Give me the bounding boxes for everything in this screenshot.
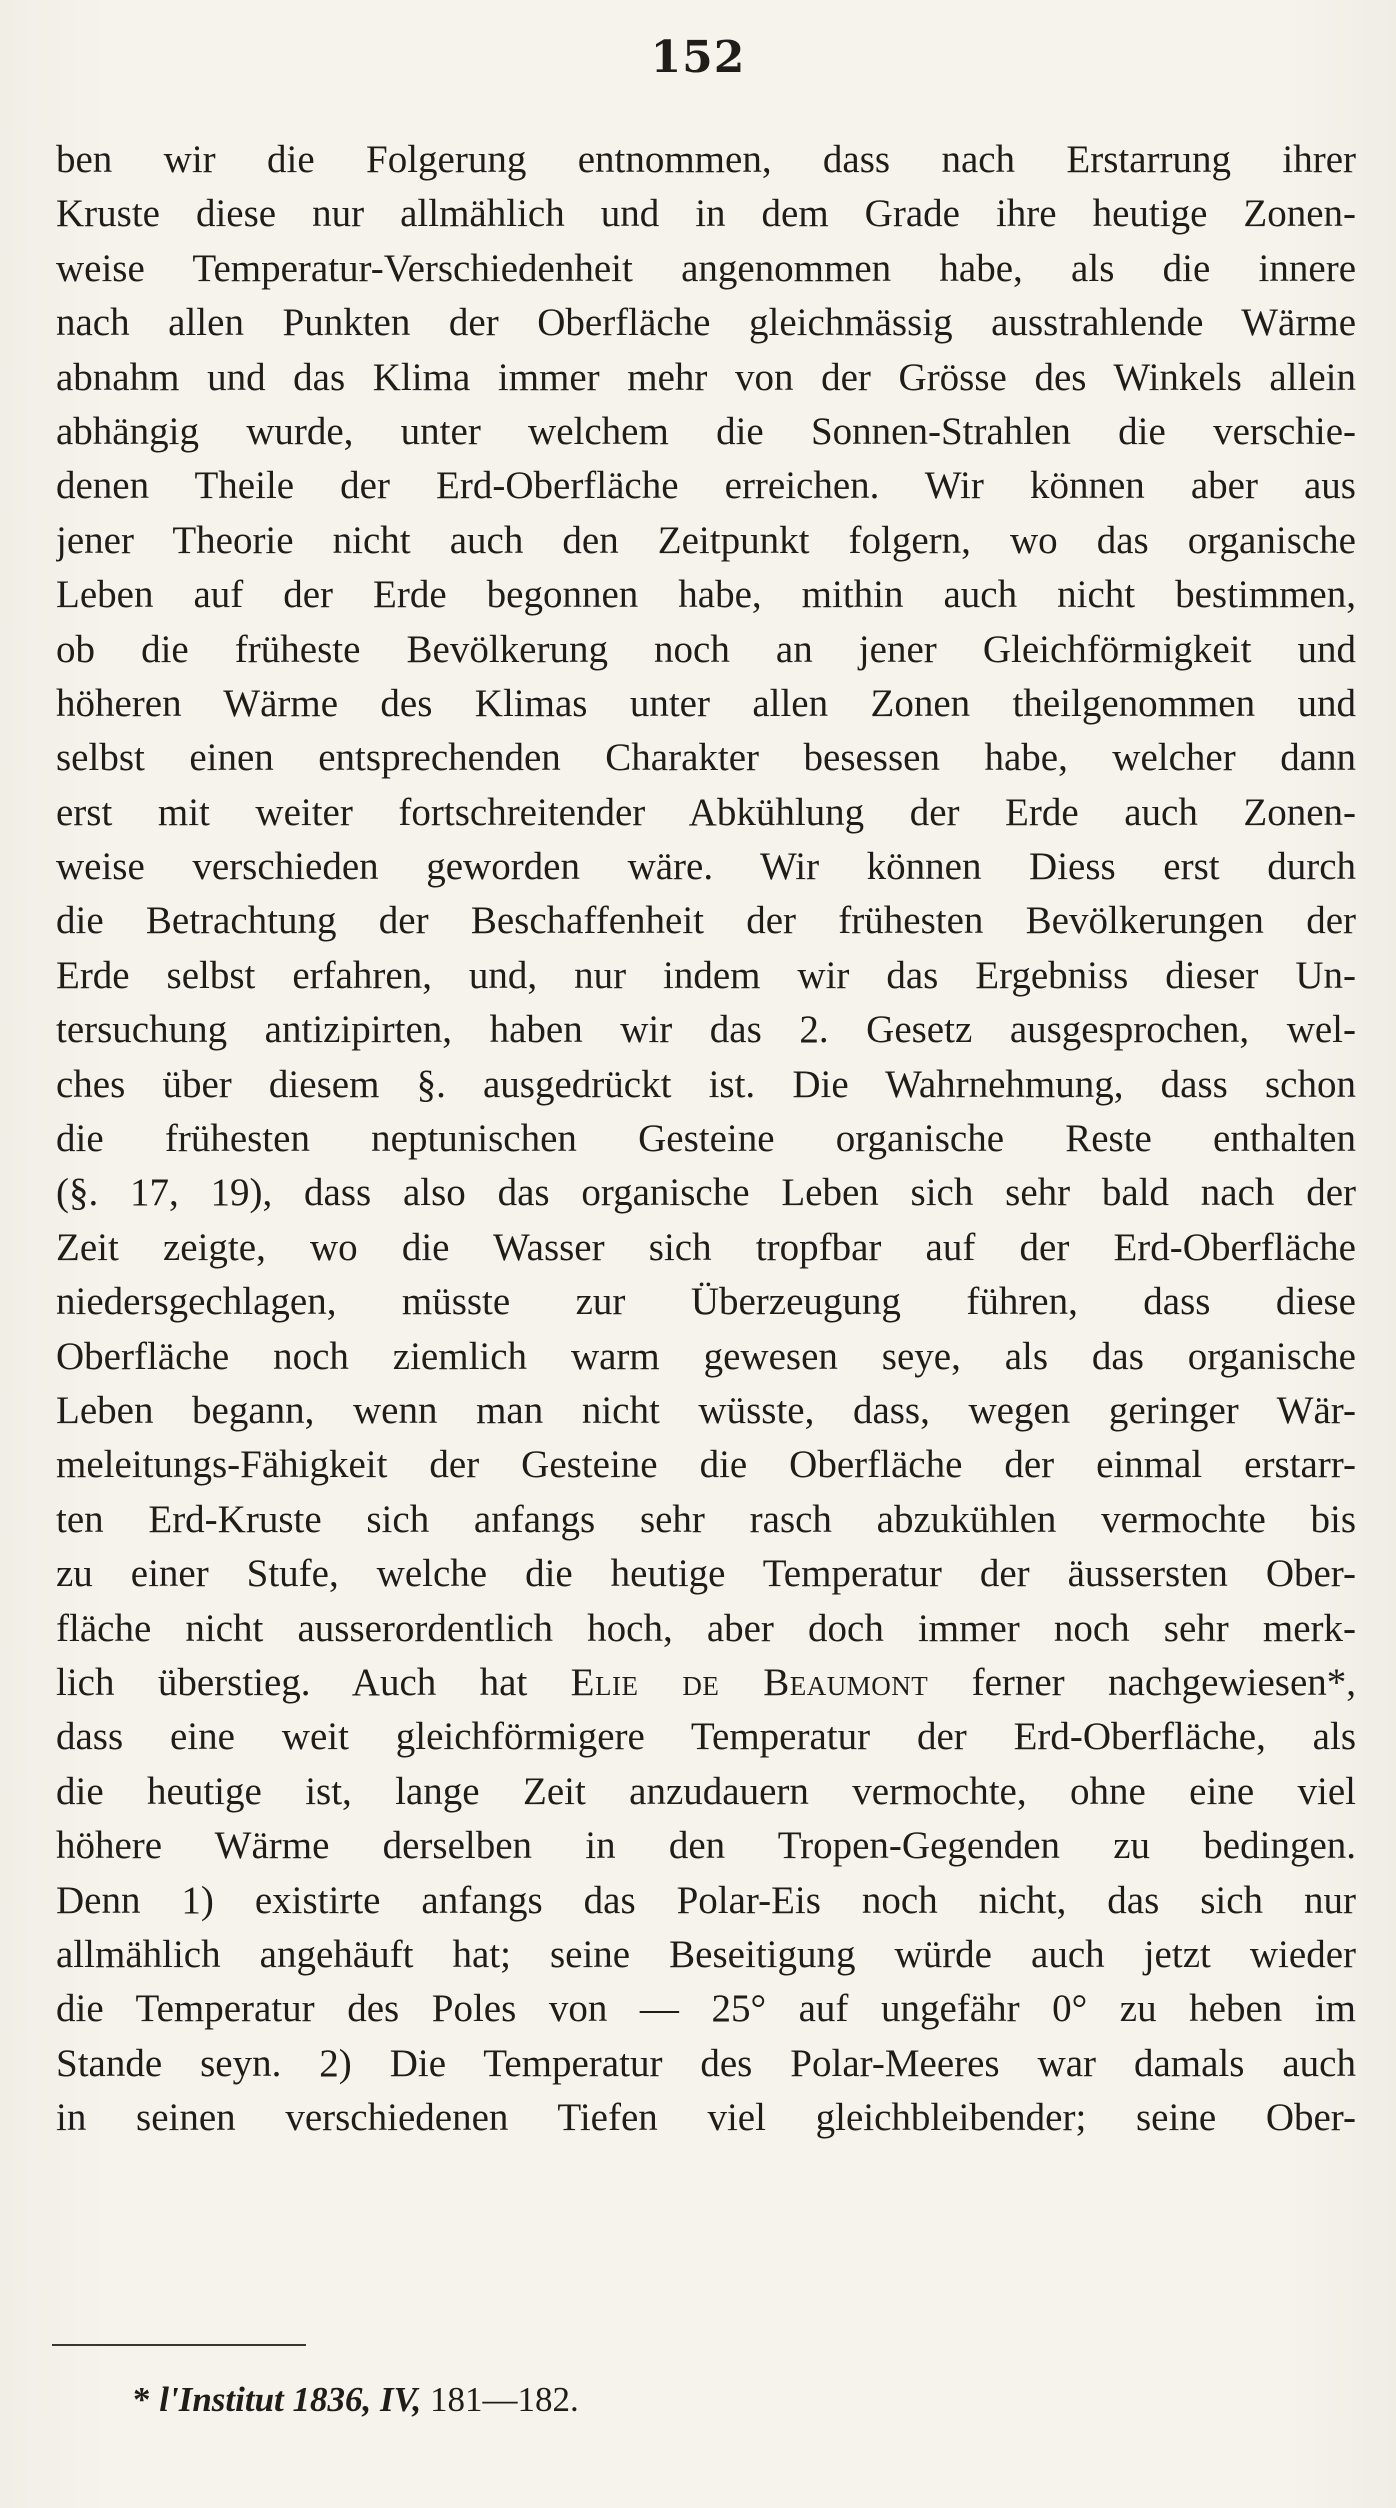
- text-line: jener Theorie nicht auch den Zeitpunkt folgern, wo das organische: [56, 518, 1356, 562]
- text-line: Erde selbst erfahren, und, nur indem wir das Ergebniss dieser Un-: [56, 953, 1356, 997]
- text-line: ches über diesem §. ausgedrückt ist. Die Wahrnehmung, dass schon: [56, 1062, 1356, 1106]
- text-line: zu einer Stufe, welche die heutige Temperatur der äussersten Ober-: [56, 1552, 1356, 1596]
- text-line: Stande seyn. 2) Die Temperatur des Polar-Meeres war damals auch: [56, 2041, 1356, 2085]
- text-line: in seinen verschiedenen Tiefen viel gleichbleibender; seine Ober-: [56, 2096, 1356, 2140]
- text-line: höheren Wärme des Klimas unter allen Zonen theilgenommen und: [56, 681, 1356, 725]
- footnote-pages: 181—182.: [429, 2380, 579, 2419]
- footnote-marker: *: [133, 2380, 151, 2419]
- text-line-with-author: [56, 1656, 1356, 1710]
- text-line: die heutige ist, lange Zeit anzudauern vermochte, ohne eine viel: [56, 1769, 1356, 1813]
- text-line: die Betrachtung der Beschaffenheit der frühesten Bevölkerungen der: [56, 899, 1356, 943]
- text-line: Denn 1) existirte anfangs das Polar-Eis noch nicht, das sich nur: [56, 1878, 1356, 1922]
- text-line: die frühesten neptunischen Gesteine organische Reste enthalten: [56, 1117, 1356, 1161]
- text-line: höhere Wärme derselben in den Tropen-Gegenden zu bedingen.: [56, 1824, 1356, 1868]
- text-line: (§. 17, 19), dass also das organische Leben sich sehr bald nach der: [56, 1171, 1356, 1215]
- body-text: [56, 133, 1356, 2145]
- footnote-divider: [52, 2344, 306, 2346]
- text-line: Zeit zeigte, wo die Wasser sich tropfbar auf der Erd-Oberfläche: [56, 1225, 1356, 1269]
- text-line: ob die früheste Bevölkerung noch an jener Gleichförmigkeit und: [56, 627, 1356, 671]
- text-line: Kruste diese nur allmählich und in dem Grade ihre heutige Zonen-: [56, 192, 1356, 236]
- text-line: erst mit weiter fortschreitender Abkühlung der Erde auch Zonen-: [56, 790, 1356, 834]
- text-line: allmählich angehäuft hat; seine Beseitigung würde auch jetzt wieder: [56, 1932, 1356, 1976]
- text-segment: ferner nachgewiesen*,: [928, 1660, 1356, 1704]
- text-line: selbst einen entsprechenden Charakter besessen habe, welcher dann: [56, 736, 1356, 780]
- text-line: denen Theile der Erd-Oberfläche erreichen. Wir können aber aus: [56, 464, 1356, 508]
- text-line: niedersgechlagen, müsste zur Überzeugung führen, dass diese: [56, 1280, 1356, 1324]
- footnote: [133, 2378, 579, 2422]
- text-line: Leben auf der Erde begonnen habe, mithin auch nicht bestimmen,: [56, 573, 1356, 617]
- text-line: abnahm und das Klima immer mehr von der Grösse des Winkels allein: [56, 355, 1356, 399]
- text-line: ben wir die Folgerung entnommen, dass nach Erstarrung ihrer: [56, 138, 1356, 181]
- footnote-source: l'Institut 1836, IV,: [159, 2380, 422, 2419]
- text-line: ten Erd-Kruste sich anfangs sehr rasch abzukühlen vermochte bis: [56, 1497, 1356, 1541]
- text-line: weise verschieden geworden wäre. Wir können Diess erst durch: [56, 845, 1356, 889]
- text-line: die Temperatur des Poles von — 25° auf ungefähr 0° zu heben im: [56, 1987, 1356, 2031]
- text-line: nach allen Punkten der Oberfläche gleichmässig ausstrahlende Wärme: [56, 301, 1356, 345]
- text-line: Leben begann, wenn man nicht wüsste, dass, wegen geringer Wär-: [56, 1388, 1356, 1432]
- text-line: Oberfläche noch ziemlich warm gewesen seye, als das organische: [56, 1334, 1356, 1378]
- text-line: abhängig wurde, unter welchem die Sonnen-Strahlen die verschie-: [56, 409, 1356, 453]
- text-line: dass eine weit gleichförmigere Temperatur der Erd-Oberfläche, als: [56, 1715, 1356, 1759]
- text-line: fläche nicht ausserordentlich hoch, aber doch immer noch sehr merk-: [56, 1606, 1356, 1650]
- text-line: tersuchung antizipirten, haben wir das 2. Gesetz ausgesprochen, wel-: [56, 1008, 1356, 1052]
- text-line: meleitungs-Fähigkeit der Gesteine die Oberfläche der einmal erstarr-: [56, 1443, 1356, 1487]
- author-name: Elie de Beaumont: [570, 1660, 929, 1704]
- page-number: 152: [650, 32, 746, 83]
- text-segment: lich überstieg. Auch hat: [56, 1660, 571, 1704]
- text-line: weise Temperatur-Verschiedenheit angenommen habe, als die innere: [56, 246, 1356, 290]
